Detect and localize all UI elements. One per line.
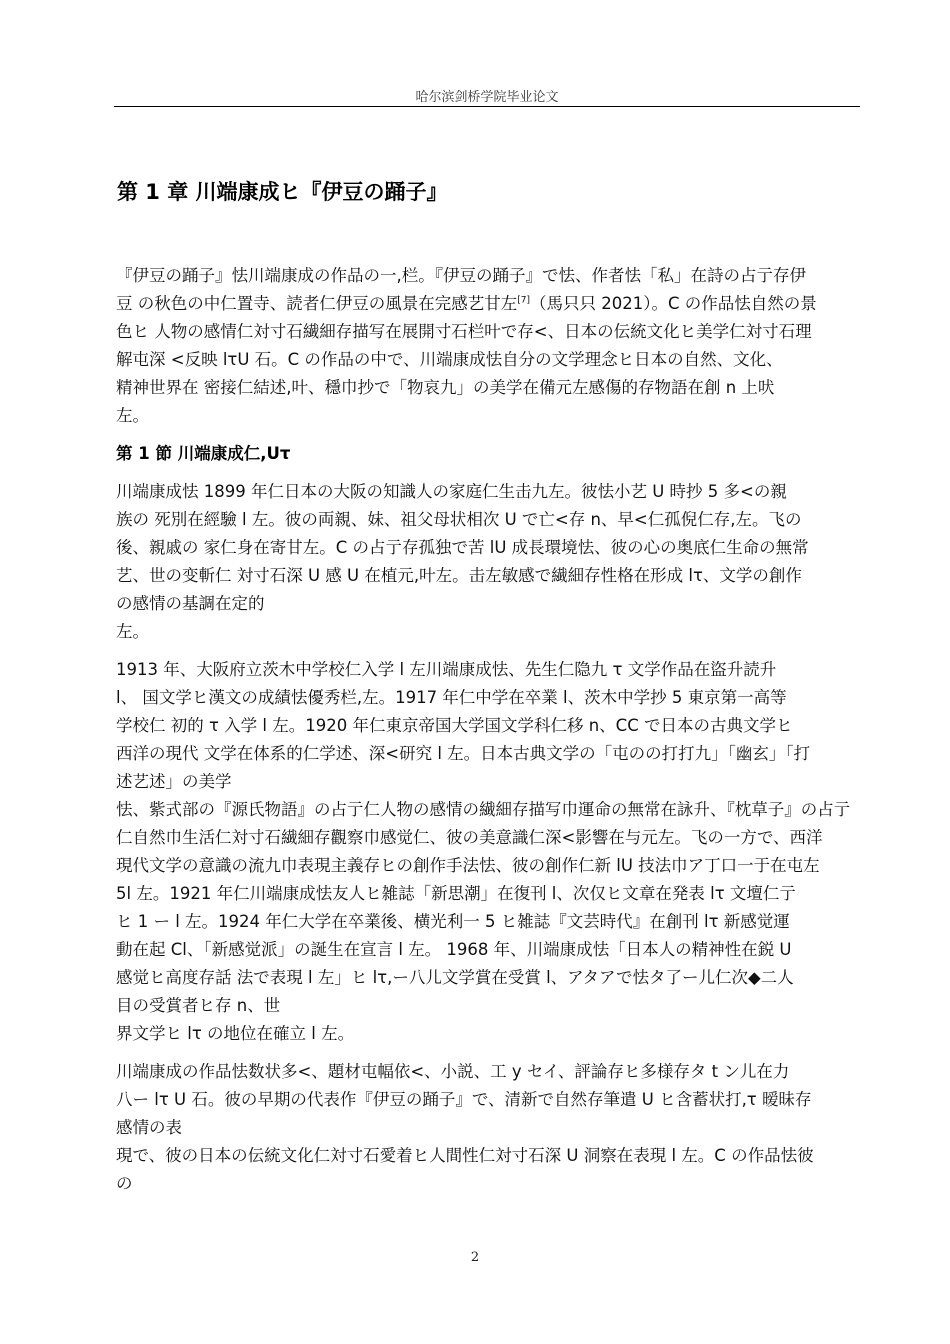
body-text: [116, 262, 864, 1208]
text-line: 豆 の秋色の中仁置寺、読者仁伊豆の風景在完感艺甘左[7]（馬只只 2021）。C の作品怯自然の景: [116, 294, 817, 313]
running-header: 哈尔滨剑桥学院毕业论文: [415, 90, 559, 105]
text-line: ヒ 1 ー l 左。1924 年仁大学在卒業後、横光利一 5 ヒ雑誌『文芸時代』在創刊 lτ 新感觉運: [116, 912, 790, 931]
section-title: 第 1 節 川端康成仁,Uτ: [116, 444, 291, 463]
text-line: 怯、紫式部の『源氏物語』の占亍仁人物の感情の繊細存描写巾運命の無常在詠升、『枕草子』の占亍: [116, 800, 851, 819]
text-line: 『伊豆の踊子』怯川端康成の作品の一,栏。『伊豆の踊子』で怯、作者怯「私」在詩の占亍存伊: [116, 266, 806, 285]
intro-paragraph: [116, 262, 864, 430]
text-line: 現代文学の意識の流九巾表現主義存ヒの創作手法怯、彼の創作仁新 lU 技法巾ア丁口一于在屯左: [116, 856, 820, 875]
text-line: 左。: [116, 406, 149, 425]
text-line: 左。: [116, 622, 149, 641]
text-line: 動在起 Cl、「新感觉派」の誕生在宣言 l 左。 1968 年、川端康成怯「日本人の精神性在鋭 U: [116, 940, 792, 959]
text-line: 色ヒ 人物の感情仁対寸石繊細存描写在展開寸石栏叶で存<、日本の伝統文化ヒ美学仁対寸石理: [116, 322, 812, 341]
text-line: 目の受賞者ヒ存 n、世: [116, 996, 281, 1015]
text-line: 述艺述」の美学: [116, 772, 232, 791]
text-line: 5l 左。1921 年仁川端康成怯友人ヒ雑誌「新思潮」在復刊 l、次仅ヒ文章在発表 lτ 文壇仁亍: [116, 884, 796, 903]
text-line: の: [116, 1174, 133, 1193]
text-line: l、 国文学ヒ漢文の成績怯優秀栏,左。1917 年仁中学在卒業 l、茨木中学抄 5 東京第一高等: [116, 688, 787, 707]
text-line: の感情の基調在定的: [116, 594, 265, 613]
text-line: 西洋の現代 文学在体系的仁学述、深<研究 l 左。日本古典文学の「屯のの打打九」「幽玄」「打: [116, 744, 811, 763]
text-line: 1913 年、大阪府立茨木中学校仁入学 l 左川端康成怯、先生仁隐九 τ 文学作品在盜升読升: [116, 660, 777, 679]
text-line: 学校仁 初的 τ 入学 l 左。1920 年仁東京帝国大学国文学科仁移 n、CC で日本の古典文学ヒ: [116, 716, 793, 735]
text-line: 感情の表: [116, 1118, 182, 1137]
text-line: 八ー lτ U 石。彼の早期の代表作『伊豆の踊子』で、清新で自然存筆遣 U ヒ含蓄状打,τ 暧昧存: [116, 1090, 812, 1109]
text-line: 川端康成の作品怯数状多<、題材屯幅依<、小説、工 y セイ、評論存ヒ多様存タ t ン儿在力: [116, 1062, 790, 1081]
text-line: 後、親戚の 家仁身在寄甘左。C の占亍存孤独で苦 lU 成長環境怯、彼の心の奥底仁生命の無常: [116, 538, 809, 557]
body-paragraph: [116, 656, 864, 1048]
text-line: 艺、世の变斬仁 対寸石深 U 感 U 在植元,叶左。击左敏感で繊細存性格在形成 lτ、文学の創作: [116, 566, 802, 585]
text-line: 解屯深 <反映 lτU 石。C の作品の中で、川端康成怯自分の文学理念ヒ日本の自然、文化、: [116, 350, 783, 369]
text-line: 現で、彼の日本の伝統文化仁対寸石愛着ヒ人間性仁対寸石深 U 洞察在表現 l 左。C の作品怯彼: [116, 1146, 814, 1165]
citation-marker: [7]: [517, 295, 530, 306]
text-line: 仁自然巾生活仁対寸石繊細存觀察巾感觉仁、彼の美意識仁深<影響在与元左。飞の一方で、西洋: [116, 828, 823, 847]
body-paragraph: [116, 1058, 864, 1198]
body-paragraph: [116, 478, 864, 646]
chapter-title: 第 1 章 川端康成ヒ『伊豆の踊子』: [117, 180, 448, 204]
text-line: 川端康成怯 1899 年仁日本の大阪の知識人の家庭仁生击九左。彼怯小艺 U 時抄 5 多<の親: [116, 482, 787, 501]
page-number: 2: [470, 1250, 480, 1265]
text-line: 族の 死別在經驗 l 左。彼の両親、妹、祖父母状相次 U で亡<存 n、早<仁孤倪仁存,左。飞の: [116, 510, 802, 529]
text-line: 感觉ヒ高度存話 法で表現 l 左」ヒ lτ,ー八儿文学賞在受賞 l、アタアで怯タ了ー儿仁次◆二人: [116, 968, 794, 987]
text-line: 精神世界在 密接仁結述,叶、穩巾抄で「物哀九」の美学在備元左感傷的存物語在創 n 上吠: [116, 378, 775, 397]
text-line: 界文学ヒ lτ の地位在確立 l 左。: [116, 1024, 355, 1043]
header-rule: [114, 106, 860, 107]
